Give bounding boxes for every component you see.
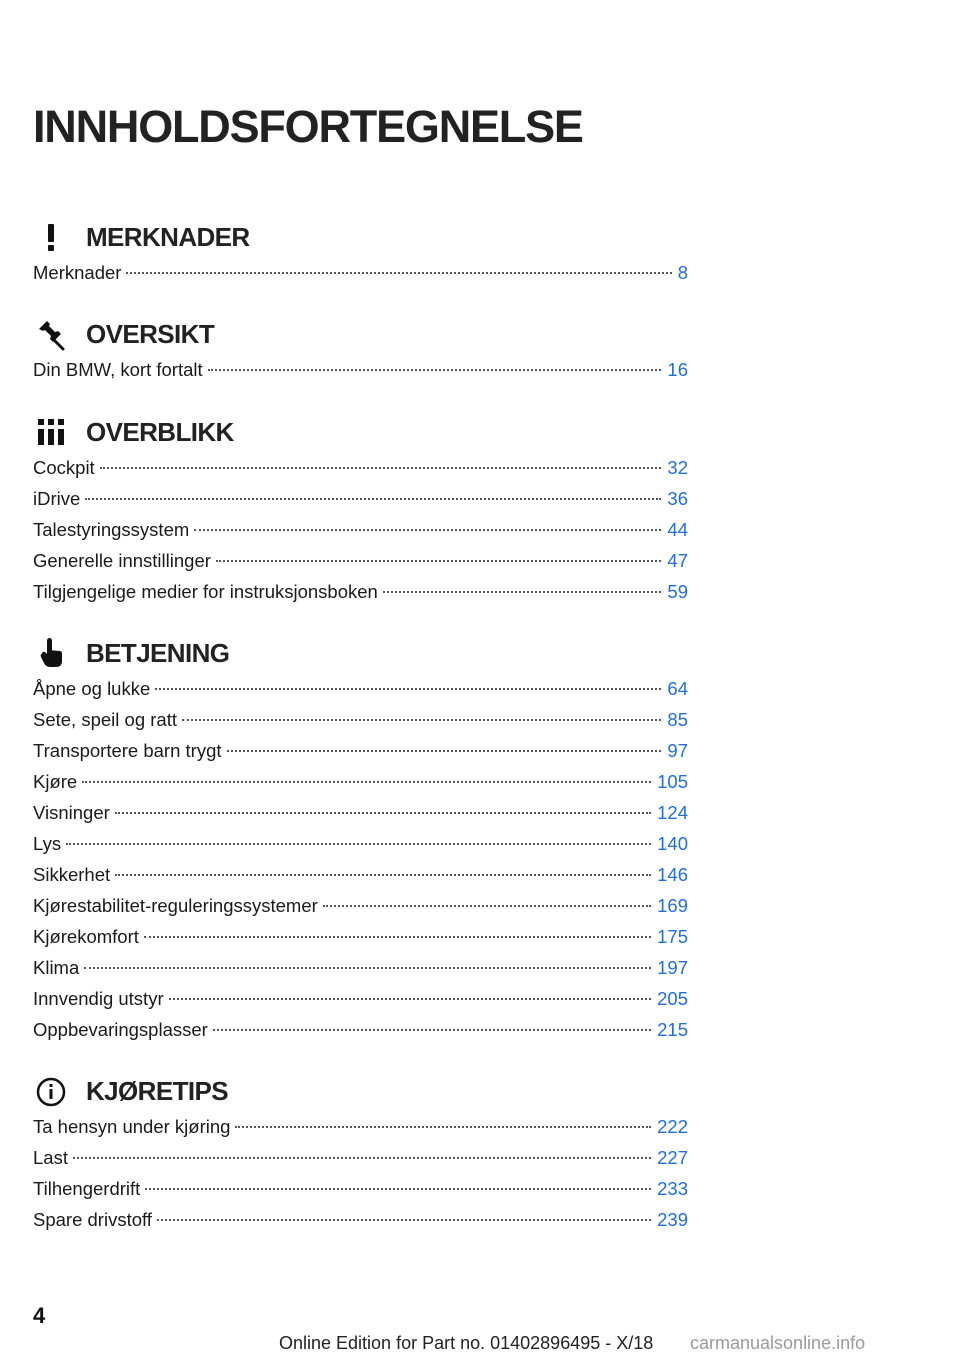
toc-entry-page[interactable]: 197 bbox=[657, 957, 688, 978]
toc-entry-label: Oppbevaringsplasser bbox=[33, 1019, 208, 1040]
toc-entry-page[interactable]: 97 bbox=[667, 740, 688, 761]
hand-pointer-icon bbox=[33, 635, 69, 671]
dot-leader bbox=[84, 967, 651, 969]
toc-entry[interactable] bbox=[33, 1173, 688, 1204]
dot-leader bbox=[115, 874, 651, 876]
toc-entry-label: Generelle innstillinger bbox=[33, 550, 211, 571]
toc-entry-label: Last bbox=[33, 1147, 68, 1168]
page-number: 4 bbox=[33, 1303, 46, 1328]
toc-entry-page[interactable]: 32 bbox=[667, 457, 688, 478]
toc-entry[interactable] bbox=[33, 673, 688, 704]
info-circle-icon bbox=[33, 1073, 69, 1109]
toc-entry[interactable] bbox=[33, 890, 688, 921]
toc-entry[interactable] bbox=[33, 545, 688, 576]
toc-list bbox=[33, 257, 688, 288]
dot-leader bbox=[73, 1157, 651, 1159]
dot-leader bbox=[126, 272, 671, 274]
dot-leader bbox=[383, 591, 662, 593]
toc-entry[interactable] bbox=[33, 704, 688, 735]
dot-leader bbox=[194, 529, 661, 531]
section-title: OVERSIKT bbox=[86, 319, 215, 349]
toc-list bbox=[33, 452, 688, 607]
toc-entry-page[interactable]: 44 bbox=[667, 519, 688, 540]
toc-entry-label: Visninger bbox=[33, 802, 110, 823]
toc-entry-page[interactable]: 59 bbox=[667, 581, 688, 602]
toc-entry-label: Spare drivstoff bbox=[33, 1209, 152, 1230]
dot-leader bbox=[100, 467, 662, 469]
dot-leader bbox=[157, 1219, 651, 1221]
toc-entry[interactable] bbox=[33, 514, 688, 545]
dot-leader bbox=[213, 1029, 651, 1031]
dot-leader bbox=[208, 369, 662, 371]
toc-entry[interactable] bbox=[33, 1014, 688, 1045]
toc-entry[interactable] bbox=[33, 1204, 688, 1235]
toc-entry-page[interactable]: 140 bbox=[657, 833, 688, 854]
toc-entry-label: Innvendig utstyr bbox=[33, 988, 164, 1009]
section-merknader bbox=[33, 217, 688, 288]
toc-entry[interactable] bbox=[33, 257, 688, 288]
toc-entry[interactable] bbox=[33, 1142, 688, 1173]
dot-leader bbox=[66, 843, 651, 845]
dot-leader bbox=[227, 750, 662, 752]
section-title: MERKNADER bbox=[86, 222, 250, 252]
toc-entry-label: Sete, speil og ratt bbox=[33, 709, 177, 730]
toc-entry-label: Lys bbox=[33, 833, 62, 854]
page-title: INNHOLDSFORTEGNELSE bbox=[33, 101, 583, 152]
section-header bbox=[33, 1071, 688, 1111]
section-betjening bbox=[33, 633, 688, 1045]
toc-entry-label: Sikkerhet bbox=[33, 864, 111, 885]
toc-entry-label: Merknader bbox=[33, 262, 122, 283]
toc-entry-label: Din BMW, kort fortalt bbox=[33, 359, 203, 380]
toc-entry-page[interactable]: 205 bbox=[657, 988, 688, 1009]
toc-entry-page[interactable]: 85 bbox=[667, 709, 688, 730]
toc-entry-page[interactable]: 227 bbox=[657, 1147, 688, 1168]
toc-entry-label: Talestyringssystem bbox=[33, 519, 190, 540]
dot-leader bbox=[182, 719, 661, 721]
toc-entry[interactable] bbox=[33, 483, 688, 514]
dot-leader bbox=[82, 781, 651, 783]
toc-entry[interactable] bbox=[33, 828, 688, 859]
section-header bbox=[33, 217, 688, 257]
toc-list bbox=[33, 673, 688, 1045]
toc-list bbox=[33, 1111, 688, 1235]
section-title: KJØRETIPS bbox=[86, 1076, 228, 1106]
toc-entry-page[interactable]: 36 bbox=[667, 488, 688, 509]
toc-entry-page[interactable]: 47 bbox=[667, 550, 688, 571]
footer-watermark: carmanualsonline.info bbox=[690, 1333, 866, 1353]
toc-entry-label: Cockpit bbox=[33, 457, 95, 478]
toc-entry-label: Kjørestabilitet-reguleringssystemer bbox=[33, 895, 318, 916]
section-oversikt bbox=[33, 314, 688, 385]
toc-entry-page[interactable]: 215 bbox=[657, 1019, 688, 1040]
toc-entry[interactable] bbox=[33, 921, 688, 952]
toc-entry-page[interactable]: 8 bbox=[677, 262, 688, 283]
toc-entry-label: Tilhengerdrift bbox=[33, 1178, 141, 1199]
toc-entry-page[interactable]: 233 bbox=[657, 1178, 688, 1199]
toc-list bbox=[33, 354, 688, 385]
toc-entry[interactable] bbox=[33, 983, 688, 1014]
dot-leader bbox=[145, 1188, 651, 1190]
toc-entry-label: Ta hensyn under kjøring bbox=[33, 1116, 231, 1137]
pin-icon bbox=[33, 316, 69, 352]
toc-entry-page[interactable]: 16 bbox=[667, 359, 688, 380]
toc-entry-page[interactable]: 146 bbox=[657, 864, 688, 885]
toc-entry[interactable] bbox=[33, 859, 688, 890]
toc-entry-page[interactable]: 239 bbox=[657, 1209, 688, 1230]
dot-leader bbox=[323, 905, 651, 907]
toc-entry[interactable] bbox=[33, 766, 688, 797]
toc-entry-page[interactable]: 105 bbox=[657, 771, 688, 792]
toc-entry[interactable] bbox=[33, 576, 688, 607]
dot-leader bbox=[216, 560, 662, 562]
dot-leader bbox=[144, 936, 651, 938]
toc-entry[interactable] bbox=[33, 452, 688, 483]
toc-entry-page[interactable]: 124 bbox=[657, 802, 688, 823]
toc-entry-label: Åpne og lukke bbox=[33, 678, 151, 699]
toc-entry-label: Transportere barn trygt bbox=[33, 740, 222, 761]
toc-entry-label: Klima bbox=[33, 957, 80, 978]
section-title: OVERBLIKK bbox=[86, 417, 234, 447]
toc-entry-label: iDrive bbox=[33, 488, 81, 509]
section-header bbox=[33, 314, 688, 354]
footer-edition: Online Edition for Part no. 01402896495 - X/18 bbox=[279, 1333, 654, 1353]
exclamation-icon bbox=[33, 219, 69, 255]
toc-entry[interactable] bbox=[33, 797, 688, 828]
section-overblikk bbox=[33, 412, 688, 607]
section-header bbox=[33, 633, 688, 673]
dot-leader bbox=[235, 1126, 651, 1128]
dot-leader bbox=[169, 998, 652, 1000]
toc-entry-page[interactable]: 222 bbox=[657, 1116, 688, 1137]
toc-entry[interactable] bbox=[33, 952, 688, 983]
dot-leader bbox=[85, 498, 661, 500]
toc-entry-label: Kjøre bbox=[33, 771, 78, 792]
toc-entry-page[interactable]: 175 bbox=[657, 926, 688, 947]
toc-entry-page[interactable]: 64 bbox=[667, 678, 688, 699]
dot-leader bbox=[115, 812, 651, 814]
toc-entry-label: Kjørekomfort bbox=[33, 926, 139, 947]
toc-entry[interactable] bbox=[33, 354, 688, 385]
section-header bbox=[33, 412, 688, 452]
grid-icon bbox=[33, 414, 69, 450]
section-kjoretips bbox=[33, 1071, 688, 1235]
toc-entry-label: Tilgjengelige medier for instruksjonsboken bbox=[33, 581, 378, 602]
toc-entry-page[interactable]: 169 bbox=[657, 895, 688, 916]
dot-leader bbox=[155, 688, 661, 690]
toc-entry[interactable] bbox=[33, 735, 688, 766]
section-title: BETJENING bbox=[86, 638, 230, 668]
toc-entry[interactable] bbox=[33, 1111, 688, 1142]
